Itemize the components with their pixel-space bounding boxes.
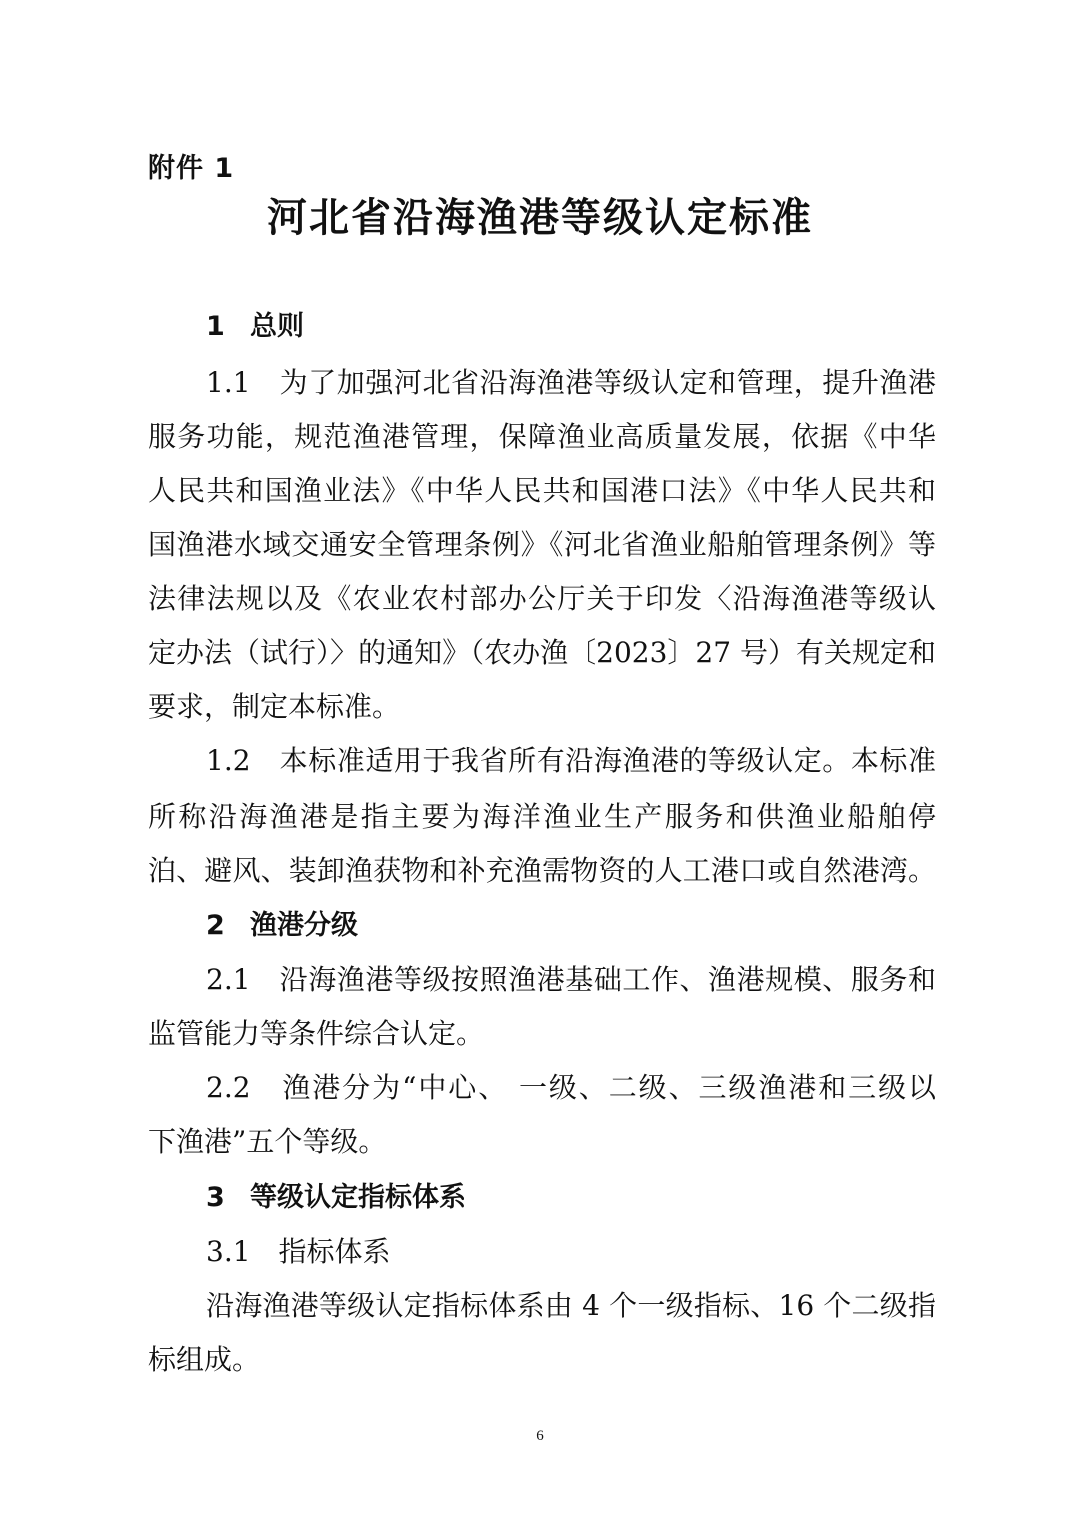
- paragraph-line: 沿海渔港等级认定指标体系由 4 个一级指标、16 个二级指: [206, 1289, 936, 1322]
- paragraph-line: 1.1 为了加强河北省沿海渔港等级认定和管理，提升渔港: [206, 366, 936, 399]
- paragraph-line: 所称沿海渔港是指主要为海洋渔业生产服务和供渔业船舶停: [148, 800, 936, 833]
- section-heading: [206, 305, 304, 349]
- attachment-label: 附件 1: [148, 153, 235, 184]
- paragraph-line: 人民共和国渔业法》《中华人民共和国港口法》《中华人民共和: [148, 474, 936, 507]
- paragraph-line: 下渔港”五个等级。: [148, 1125, 387, 1158]
- section-heading: [206, 1176, 466, 1220]
- paragraph-line: 监管能力等条件综合认定。: [148, 1017, 485, 1050]
- paragraph-line: 法律法规以及《农业农村部办公厅关于印发〈沿海渔港等级认: [148, 582, 936, 615]
- paragraph-line: 标组成。: [148, 1343, 261, 1376]
- page-number: 6: [536, 1428, 544, 1444]
- section-number: 2: [206, 910, 225, 941]
- document-title: 河北省沿海渔港等级认定标准: [267, 194, 813, 241]
- paragraph-line: 2.1 沿海渔港等级按照渔港基础工作、渔港规模、服务和: [206, 963, 936, 996]
- paragraph-line: 国渔港水域交通安全管理条例》《河北省渔业船舶管理条例》等: [148, 528, 936, 561]
- section-number: 3: [206, 1182, 225, 1213]
- paragraph-line: 要求，制定本标准。: [148, 690, 401, 723]
- paragraph-line: 2.2 渔港分为“中心、 一级、二级、三级渔港和三级以: [206, 1071, 936, 1104]
- paragraph-line: 服务功能，规范渔港管理，保障渔业高质量发展，依据《中华: [148, 420, 936, 453]
- subsection-heading: 3.1 指标体系: [206, 1235, 391, 1268]
- section-title: 渔港分级: [250, 910, 358, 941]
- section-title: 等级认定指标体系: [250, 1182, 466, 1213]
- section-title: 总则: [250, 311, 304, 342]
- paragraph-line: 1.2 本标准适用于我省所有沿海渔港的等级认定。本标准: [206, 744, 936, 777]
- paragraph-line: 定办法（试行）〉的通知》（农办渔〔2023〕27 号）有关规定和: [148, 636, 936, 669]
- paragraph-line: 泊、避风、装卸渔获物和补充渔需物资的人工港口或自然港湾。: [148, 854, 936, 887]
- section-number: 1: [206, 311, 225, 342]
- section-heading: [206, 904, 358, 948]
